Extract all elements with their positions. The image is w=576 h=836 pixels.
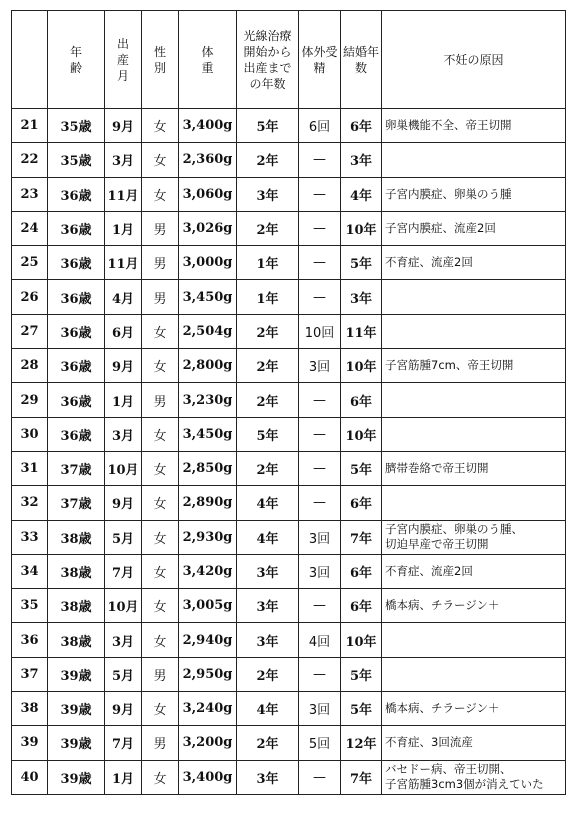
cell-no: 27 — [12, 314, 48, 348]
cell-weight: 3,060g — [179, 177, 237, 211]
cell-years-married: 12年 — [341, 726, 382, 760]
cell-weight: 3,200g — [179, 726, 237, 760]
cell-no: 24 — [12, 211, 48, 245]
cell-weight: 3,450g — [179, 280, 237, 314]
cell-no: 35 — [12, 589, 48, 623]
cell-no: 23 — [12, 177, 48, 211]
cell-weight: 3,450g — [179, 417, 237, 451]
cell-weight: 3,240g — [179, 692, 237, 726]
cell-no: 39 — [12, 726, 48, 760]
cell-sex: 男 — [142, 246, 179, 280]
cell-ivf: — — [299, 417, 341, 451]
cell-no: 38 — [12, 692, 48, 726]
cell-birth-month: 9月 — [105, 349, 142, 383]
cell-weight: 2,890g — [179, 486, 237, 520]
cell-years-treatment: 2年 — [237, 383, 299, 417]
cell-no: 36 — [12, 623, 48, 657]
cell-sex: 女 — [142, 417, 179, 451]
header-age — [48, 11, 105, 109]
cell-birth-month: 1月 — [105, 760, 142, 794]
table-row — [12, 486, 566, 520]
cell-cause: 不育症、流産2回 — [382, 554, 566, 588]
cell-cause: 子宮内膜症、卵巣のう腫 — [382, 177, 566, 211]
table-row — [12, 692, 566, 726]
cell-birth-month: 5月 — [105, 520, 142, 554]
cell-cause: 子宮内膜症、流産2回 — [382, 211, 566, 245]
cell-years-treatment: 2年 — [237, 314, 299, 348]
cell-years-treatment: 4年 — [237, 520, 299, 554]
cell-cause: 卵巣機能不全、帝王切開 — [382, 109, 566, 143]
cell-sex: 女 — [142, 554, 179, 588]
cell-age: 39歳 — [48, 657, 105, 691]
cell-birth-month: 10月 — [105, 589, 142, 623]
cell-weight: 3,420g — [179, 554, 237, 588]
table-row — [12, 657, 566, 691]
cell-years-married: 7年 — [341, 520, 382, 554]
cell-cause — [382, 657, 566, 691]
cell-cause: 橋本病、チラージン＋ — [382, 692, 566, 726]
table-row — [12, 589, 566, 623]
cell-ivf: — — [299, 143, 341, 177]
cell-age: 36歳 — [48, 417, 105, 451]
cell-years-married: 7年 — [341, 760, 382, 794]
table-row — [12, 623, 566, 657]
table-row — [12, 143, 566, 177]
cell-no: 30 — [12, 417, 48, 451]
cell-ivf: — — [299, 280, 341, 314]
cell-sex: 男 — [142, 657, 179, 691]
cell-cause: 臍帯巻絡で帝王切開 — [382, 451, 566, 485]
table-row — [12, 246, 566, 280]
cell-sex: 女 — [142, 486, 179, 520]
cell-no: 32 — [12, 486, 48, 520]
table-row — [12, 726, 566, 760]
cell-age: 36歳 — [48, 211, 105, 245]
cell-ivf: 4回 — [299, 623, 341, 657]
cell-weight: 2,950g — [179, 657, 237, 691]
cell-age: 38歳 — [48, 623, 105, 657]
cell-years-married: 4年 — [341, 177, 382, 211]
cell-years-treatment: 2年 — [237, 349, 299, 383]
cell-birth-month: 3月 — [105, 143, 142, 177]
cell-age: 39歳 — [48, 692, 105, 726]
cell-cause — [382, 383, 566, 417]
cell-ivf: — — [299, 177, 341, 211]
cell-cause: バセドー病、帝王切開、 子宮筋腫3cm3個が消えていた — [382, 760, 566, 794]
cell-weight: 2,850g — [179, 451, 237, 485]
cell-cause — [382, 623, 566, 657]
cell-years-treatment: 3年 — [237, 554, 299, 588]
table-row — [12, 760, 566, 794]
cell-age: 36歳 — [48, 314, 105, 348]
cell-cause — [382, 486, 566, 520]
table-row — [12, 314, 566, 348]
cell-ivf: — — [299, 486, 341, 520]
cell-years-treatment: 5年 — [237, 417, 299, 451]
cell-sex: 女 — [142, 109, 179, 143]
cell-ivf: 3回 — [299, 520, 341, 554]
cell-weight: 3,000g — [179, 246, 237, 280]
table-body — [12, 109, 566, 795]
header-sex — [142, 11, 179, 109]
cell-cause: 子宮筋腫7cm、帝王切開 — [382, 349, 566, 383]
cell-sex: 男 — [142, 211, 179, 245]
cell-birth-month: 10月 — [105, 451, 142, 485]
cell-weight: 3,400g — [179, 760, 237, 794]
cell-age: 37歳 — [48, 451, 105, 485]
cell-years-married: 6年 — [341, 109, 382, 143]
cell-weight: 3,026g — [179, 211, 237, 245]
cell-weight: 2,800g — [179, 349, 237, 383]
cell-no: 21 — [12, 109, 48, 143]
cell-ivf: 3回 — [299, 554, 341, 588]
table-row — [12, 109, 566, 143]
table-row — [12, 554, 566, 588]
cell-no: 25 — [12, 246, 48, 280]
cell-sex: 女 — [142, 143, 179, 177]
cell-cause: 不育症、3回流産 — [382, 726, 566, 760]
cell-birth-month: 1月 — [105, 211, 142, 245]
cell-years-married: 5年 — [341, 451, 382, 485]
cell-years-married: 6年 — [341, 383, 382, 417]
header-age-label: 年齢 — [69, 44, 82, 75]
cell-years-treatment: 2年 — [237, 211, 299, 245]
table-row — [12, 383, 566, 417]
cell-age: 39歳 — [48, 726, 105, 760]
cell-years-married: 3年 — [341, 280, 382, 314]
cell-years-married: 10年 — [341, 211, 382, 245]
cell-age: 35歳 — [48, 109, 105, 143]
cell-birth-month: 11月 — [105, 177, 142, 211]
cell-cause — [382, 417, 566, 451]
header-row — [12, 11, 566, 109]
cell-age: 36歳 — [48, 383, 105, 417]
header-birth-month-label: 出産月 — [116, 36, 129, 83]
cell-ivf: — — [299, 760, 341, 794]
cell-weight: 3,005g — [179, 589, 237, 623]
cell-birth-month: 9月 — [105, 692, 142, 726]
cell-no: 34 — [12, 554, 48, 588]
cell-years-married: 10年 — [341, 623, 382, 657]
cell-no: 26 — [12, 280, 48, 314]
cell-cause: 子宮内膜症、卵巣のう腫、 切迫早産で帝王切開 — [382, 520, 566, 554]
cell-ivf: — — [299, 451, 341, 485]
cell-birth-month: 9月 — [105, 486, 142, 520]
cell-sex: 女 — [142, 520, 179, 554]
table-row — [12, 280, 566, 314]
cell-age: 38歳 — [48, 520, 105, 554]
cell-age: 36歳 — [48, 349, 105, 383]
header-birth-month — [105, 11, 142, 109]
cell-years-treatment: 5年 — [237, 109, 299, 143]
header-sex-label: 性別 — [153, 44, 166, 75]
cell-years-married: 5年 — [341, 246, 382, 280]
cell-years-treatment: 4年 — [237, 692, 299, 726]
cell-sex: 女 — [142, 692, 179, 726]
cell-years-treatment: 2年 — [237, 657, 299, 691]
cell-sex: 女 — [142, 623, 179, 657]
cell-ivf: 6回 — [299, 109, 341, 143]
cell-cause — [382, 143, 566, 177]
cell-sex: 女 — [142, 451, 179, 485]
cell-birth-month: 3月 — [105, 417, 142, 451]
cell-years-treatment: 2年 — [237, 143, 299, 177]
cell-years-treatment: 3年 — [237, 177, 299, 211]
table-row — [12, 451, 566, 485]
cell-weight: 3,400g — [179, 109, 237, 143]
cell-sex: 女 — [142, 589, 179, 623]
cell-sex: 女 — [142, 314, 179, 348]
cell-ivf: — — [299, 246, 341, 280]
cell-years-married: 11年 — [341, 314, 382, 348]
cell-years-treatment: 2年 — [237, 726, 299, 760]
cell-ivf: — — [299, 657, 341, 691]
cell-birth-month: 7月 — [105, 554, 142, 588]
cell-no: 31 — [12, 451, 48, 485]
header-weight — [179, 11, 237, 109]
cell-ivf: 3回 — [299, 692, 341, 726]
cell-sex: 男 — [142, 726, 179, 760]
cell-age: 38歳 — [48, 554, 105, 588]
cell-years-married: 6年 — [341, 589, 382, 623]
fertility-case-table — [11, 10, 566, 795]
table-row — [12, 211, 566, 245]
cell-birth-month: 5月 — [105, 657, 142, 691]
header-cause: 不妊の原因 — [382, 11, 566, 109]
cell-ivf: — — [299, 383, 341, 417]
cell-no: 29 — [12, 383, 48, 417]
cell-weight: 3,230g — [179, 383, 237, 417]
cell-birth-month: 4月 — [105, 280, 142, 314]
table-row — [12, 349, 566, 383]
cell-cause: 橋本病、チラージン＋ — [382, 589, 566, 623]
cell-sex: 女 — [142, 760, 179, 794]
cell-years-treatment: 2年 — [237, 451, 299, 485]
table-row — [12, 520, 566, 554]
cell-birth-month: 11月 — [105, 246, 142, 280]
cell-weight: 2,360g — [179, 143, 237, 177]
cell-cause — [382, 280, 566, 314]
cell-birth-month: 3月 — [105, 623, 142, 657]
cell-birth-month: 7月 — [105, 726, 142, 760]
cell-no: 22 — [12, 143, 48, 177]
cell-no: 40 — [12, 760, 48, 794]
cell-ivf: 3回 — [299, 349, 341, 383]
cell-ivf: 5回 — [299, 726, 341, 760]
cell-no: 37 — [12, 657, 48, 691]
cell-years-married: 6年 — [341, 554, 382, 588]
cell-birth-month: 6月 — [105, 314, 142, 348]
header-years-treatment: 光線治療開始から出産までの年数 — [237, 11, 299, 109]
cell-age: 37歳 — [48, 486, 105, 520]
cell-birth-month: 1月 — [105, 383, 142, 417]
header-ivf: 体外受精 — [299, 11, 341, 109]
cell-weight: 2,930g — [179, 520, 237, 554]
table-row — [12, 417, 566, 451]
cell-years-married: 5年 — [341, 692, 382, 726]
cell-no: 28 — [12, 349, 48, 383]
cell-years-treatment: 4年 — [237, 486, 299, 520]
cell-years-married: 10年 — [341, 417, 382, 451]
header-weight-label: 体重 — [201, 44, 214, 75]
cell-years-treatment: 3年 — [237, 623, 299, 657]
cell-ivf: — — [299, 211, 341, 245]
cell-sex: 女 — [142, 177, 179, 211]
cell-weight: 2,504g — [179, 314, 237, 348]
cell-years-married: 10年 — [341, 349, 382, 383]
cell-weight: 2,940g — [179, 623, 237, 657]
cell-ivf: — — [299, 589, 341, 623]
cell-years-treatment: 3年 — [237, 760, 299, 794]
cell-sex: 男 — [142, 383, 179, 417]
cell-sex: 男 — [142, 280, 179, 314]
cell-sex: 女 — [142, 349, 179, 383]
header-years-married: 結婚年数 — [341, 11, 382, 109]
cell-birth-month: 9月 — [105, 109, 142, 143]
cell-cause: 不育症、流産2回 — [382, 246, 566, 280]
cell-years-married: 5年 — [341, 657, 382, 691]
header-no — [12, 11, 48, 109]
cell-cause — [382, 314, 566, 348]
cell-age: 39歳 — [48, 760, 105, 794]
cell-no: 33 — [12, 520, 48, 554]
cell-ivf: 10回 — [299, 314, 341, 348]
cell-years-treatment: 1年 — [237, 246, 299, 280]
cell-age: 36歳 — [48, 246, 105, 280]
cell-years-treatment: 1年 — [237, 280, 299, 314]
cell-age: 36歳 — [48, 177, 105, 211]
cell-age: 36歳 — [48, 280, 105, 314]
cell-age: 35歳 — [48, 143, 105, 177]
cell-years-treatment: 3年 — [237, 589, 299, 623]
cell-years-married: 6年 — [341, 486, 382, 520]
table-row — [12, 177, 566, 211]
cell-age: 38歳 — [48, 589, 105, 623]
cell-years-married: 3年 — [341, 143, 382, 177]
